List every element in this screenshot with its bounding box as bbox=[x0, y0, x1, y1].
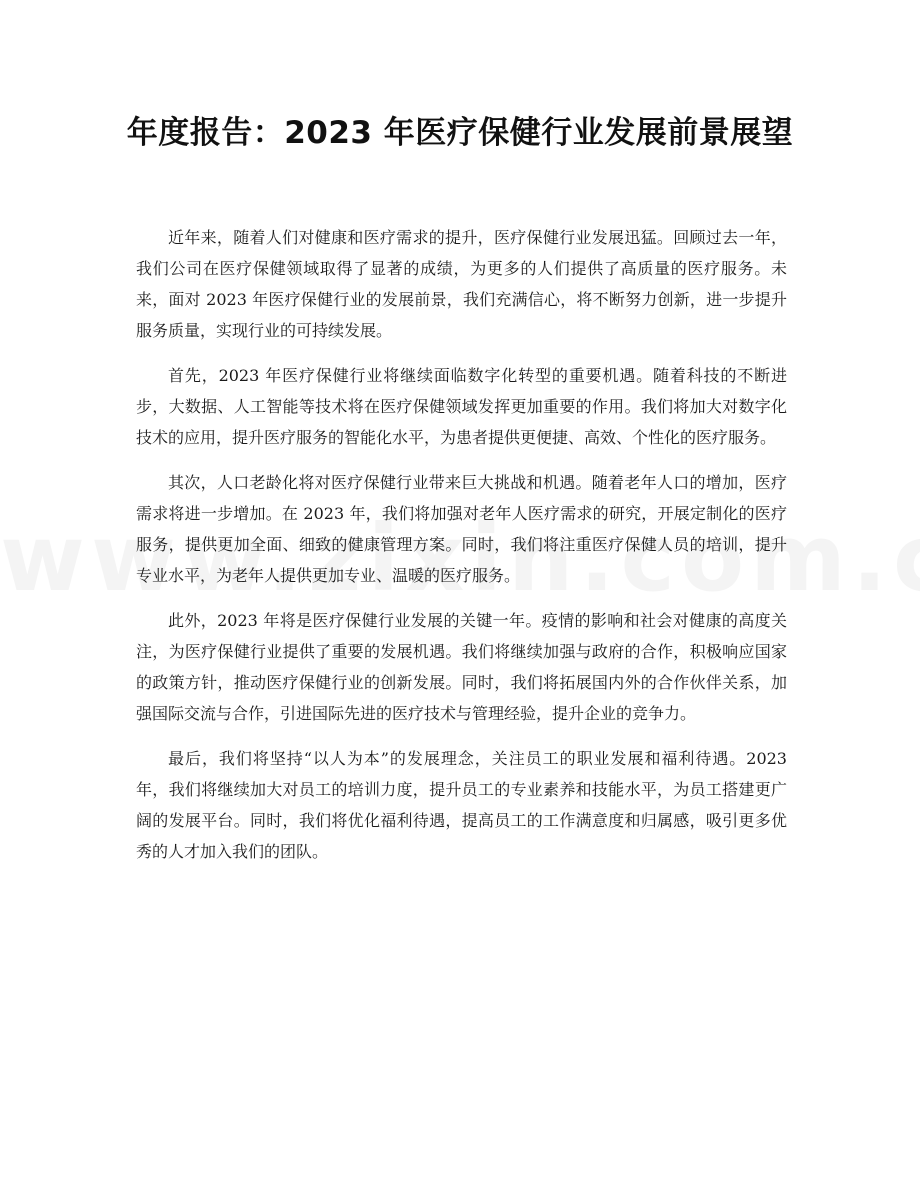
paragraph-aging-population: 其次，人口老龄化将对医疗保健行业带来巨大挑战和机遇。随着老年人口的增加，医疗需求将进一步增加。在 2023 年，我们将加强对老年人医疗需求的研究，开展定制化的医疗服务，提供更加全面、细致的健康管理方案。同时，我们将注重医疗保健人员的培训，提升专业水平，为老年人提供更加专业、温暖的医疗服务。 bbox=[136, 473, 787, 585]
page-title: 年度报告：2023 年医疗保健行业发展前景展望 bbox=[126, 115, 794, 151]
paragraph-people-oriented: 最后，我们将坚持“以人为本”的发展理念，关注员工的职业发展和福利待遇。2023 年，我们将继续加大对员工的培训力度，提升员工的专业素养和技能水平，为员工搭建更广阔的发展平台。同时，我们将优化福利待遇，提高员工的工作满意度和归属感，吸引更多优秀的人才加入我们的团队。 bbox=[136, 749, 787, 861]
paragraph-digital-transformation: 首先，2023 年医疗保健行业将继续面临数字化转型的重要机遇。随着科技的不断进步，大数据、人工智能等技术将在医疗保健领域发挥更加重要的作用。我们将加大对数字化技术的应用，提升医疗服务的智能化水平，为患者提供更便捷、高效、个性化的医疗服务。 bbox=[136, 366, 787, 447]
document-body bbox=[136, 222, 787, 881]
paragraph-key-year: 此外，2023 年将是医疗保健行业发展的关键一年。疫情的影响和社会对健康的高度关注，为医疗保健行业提供了重要的发展机遇。我们将继续加强与政府的合作，积极响应国家的政策方针，推动医疗保健行业的创新发展。同时，我们将拓展国内外的合作伙伴关系，加强国际交流与合作，引进国际先进的医疗技术与管理经验，提升企业的竞争力。 bbox=[136, 611, 787, 723]
paragraph-intro: 近年来，随着人们对健康和医疗需求的提升，医疗保健行业发展迅猛。回顾过去一年，我们公司在医疗保健领域取得了显著的成绩，为更多的人们提供了高质量的医疗服务。未来，面对 2023 年医疗保健行业的发展前景，我们充满信心，将不断努力创新，进一步提升服务质量，实现行业的可持续发展。 bbox=[136, 228, 787, 340]
